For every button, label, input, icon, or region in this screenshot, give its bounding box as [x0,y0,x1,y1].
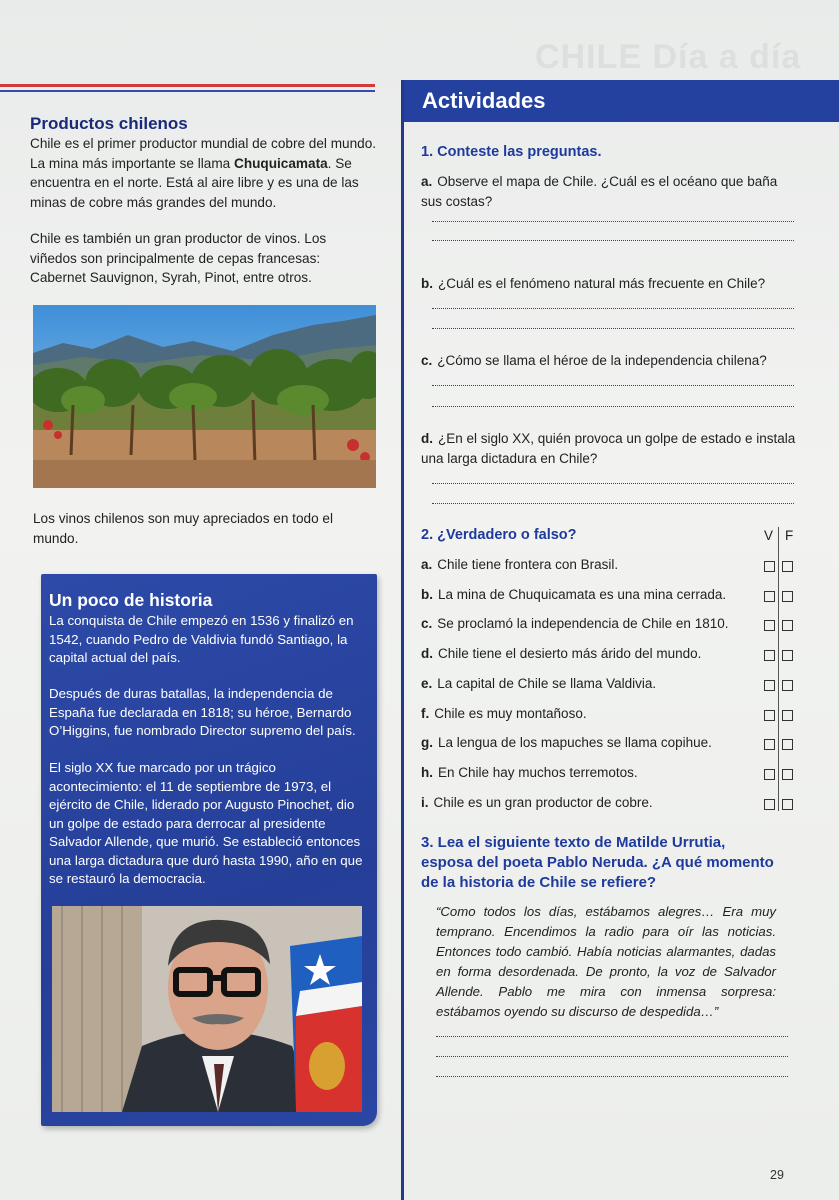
vineyard-caption: Los vinos chilenos son muy apreciados en todo el mundo. [33,511,333,546]
false-checkbox[interactable] [782,561,793,572]
actividades-header [404,80,839,122]
ghost-header-title: CHILE Día a día [535,38,802,76]
allende-portrait-photo [52,906,362,1112]
productos-paragraph-2: Chile es también un gran productor de vinos. Los viñedos son principalmente de cepas francesas: Cabernet Sauvignon, Syrah, Pinot, entre otros. [30,231,327,285]
false-checkbox[interactable] [782,710,793,721]
true-column-label: V [764,528,774,543]
true-checkbox[interactable] [764,650,775,661]
false-checkbox[interactable] [782,591,793,602]
true-checkbox[interactable] [764,680,775,691]
tf-item-5: e. La capital de Chile se llama Valdivia. [421,676,657,691]
historia-paragraph-1: La conquista de Chile empezó en 1536 y finalizó en 1542, cuando Pedro de Valdivia fundó Santiago, la capital actual del país. [49,613,354,665]
actividades-title: Actividades [422,88,546,113]
answer-line[interactable] [436,1036,788,1037]
historia-title: Un poco de historia [49,590,213,610]
flag-stripe-blue [0,90,375,92]
question-2-heading: 2. ¿Verdadero o falso? [421,527,577,543]
true-checkbox[interactable] [764,561,775,572]
answer-line[interactable] [432,483,794,484]
false-checkbox[interactable] [782,799,793,810]
answer-line[interactable] [436,1076,788,1077]
true-checkbox[interactable] [764,710,775,721]
answer-line[interactable] [432,221,794,222]
productos-paragraph-1: Chile es el primer productor mundial de cobre del mundo. La mina más importante se llama Chuquicamata. Se encuentra en el norte. Está al aire libre y es una de las minas de cobre más grandes del mundo. [30,136,377,210]
true-checkbox[interactable] [764,620,775,631]
tf-item-7: g. La lengua de los mapuches se llama copihue. [421,735,712,750]
false-checkbox[interactable] [782,650,793,661]
answer-line[interactable] [432,240,794,241]
neruda-quote: “Como todos los días, estábamos alegres… Era muy temprano. Encendimos la radio para oír las noticias. Entonces todo cambió. Había noticias alarmantes, dadas en forma desordenada. De pronto, la voz de Salvador Allende. Pablo me mira con inmensa sorpresa: estábamos oyendo su discurso de despedida…” [436,904,776,1019]
q1-item-c: c. ¿Cómo se llama el héroe de la independencia chilena? [421,353,767,368]
productos-title: Productos chilenos [30,114,188,133]
false-checkbox[interactable] [782,769,793,780]
historia-paragraph-3: El siglo XX fue marcado por un trágico acontecimiento: el 11 de septiembre de 1973, el ejército de Chile, liderado por Augusto Pinochet, dio un golpe de estado para derrocar al presidente Salvador Allende, que murió. Se estableció entonces una larga dictadura que duró hasta 1990, año en que se restauró la democracia. [49,760,363,886]
tf-item-2: b. La mina de Chuquicamata es una mina cerrada. [421,587,727,602]
q1-item-a: a. Observe el mapa de Chile. ¿Cuál es el océano que baña sus costas? [421,174,778,209]
tf-item-4: d. Chile tiene el desierto más árido del mundo. [421,646,702,661]
false-checkbox[interactable] [782,620,793,631]
false-checkbox[interactable] [782,680,793,691]
answer-line[interactable] [432,328,794,329]
q1-item-b: b. ¿Cuál es el fenómeno natural más frecuente en Chile? [421,276,766,291]
false-checkbox[interactable] [782,739,793,750]
vf-separator [778,527,779,811]
question-3-heading: 3. Lea el siguiente texto de Matilde Urrutia, esposa del poeta Pablo Neruda. ¿A qué momento de la historia de Chile se refiere? [421,834,774,891]
tf-item-6: f. Chile es muy montañoso. [421,706,587,721]
answer-line[interactable] [432,308,794,309]
question-1-heading: 1. Conteste las preguntas. [421,144,602,160]
tf-item-9: i. Chile es un gran productor de cobre. [421,795,653,810]
historia-paragraph-2: Después de duras batallas, la independencia de España fue declarada en 1818; su héroe, Bernardo O’Higgins, fue nombrado Director supremo del país. [49,686,356,738]
flag-stripe-red [0,84,375,87]
answer-line[interactable] [432,385,794,386]
q1-item-d: d. ¿En el siglo XX, quién provoca un golpe de estado e instala una larga dictadura en Chile? [421,431,796,466]
answer-line[interactable] [436,1056,788,1057]
true-checkbox[interactable] [764,739,775,750]
true-checkbox[interactable] [764,769,775,780]
false-column-label: F [785,528,794,543]
page-number: 29 [770,1168,784,1182]
historia-box [41,574,377,1126]
true-checkbox[interactable] [764,591,775,602]
vineyard-photo [33,305,376,488]
answer-line[interactable] [432,406,794,407]
tf-item-8: h. En Chile hay muchos terremotos. [421,765,638,780]
tf-item-3: c. Se proclamó la independencia de Chile en 1810. [421,616,729,631]
answer-line[interactable] [432,503,794,504]
chuquicamata-bold: Chuquicamata [234,155,328,171]
tf-item-1: a. Chile tiene frontera con Brasil. [421,557,619,572]
column-divider [401,80,404,1200]
true-checkbox[interactable] [764,799,775,810]
